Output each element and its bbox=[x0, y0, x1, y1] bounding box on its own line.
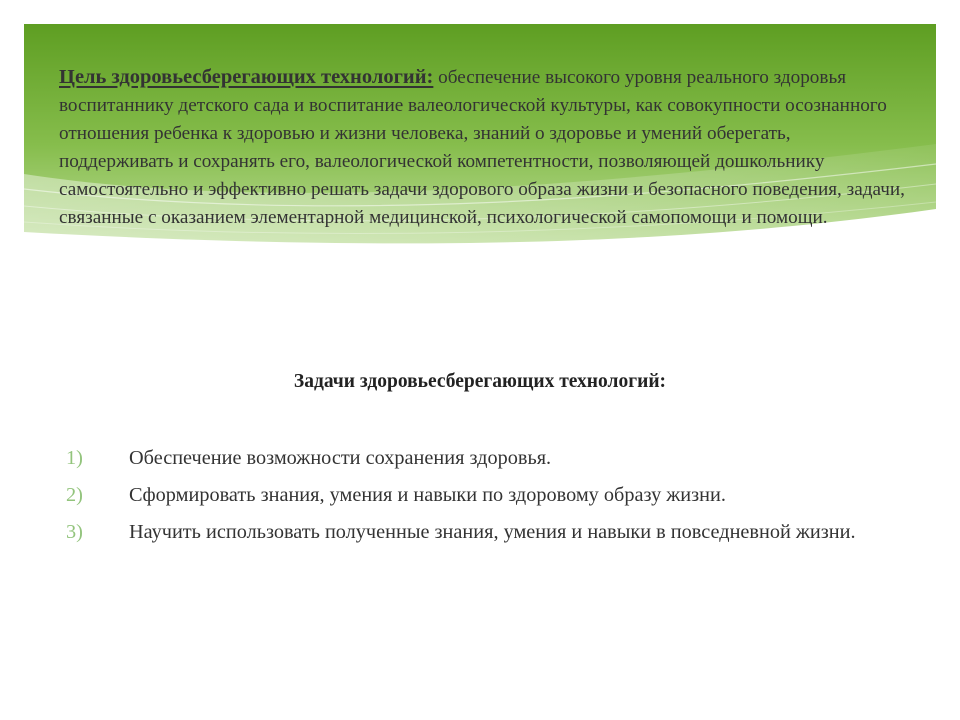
list-item bbox=[66, 441, 866, 475]
list-item-text: Сформировать знания, умения и навыки по здоровому образу жизни. bbox=[129, 484, 726, 506]
tasks-title: Задачи здоровьесберегающих технологий: bbox=[293, 371, 667, 392]
list-item-text: Научить использовать полученные знания, умения и навыки в повседневной жизни. bbox=[129, 521, 856, 543]
tasks-list bbox=[66, 441, 866, 552]
goal-title: Цель здоровьесберегающих технологий: bbox=[59, 66, 434, 88]
list-item bbox=[66, 478, 866, 512]
list-item-number: 1) bbox=[66, 447, 83, 469]
goal-text: обеспечение высокого уровня реального здоровья воспитаннику детского сада и воспитание валеологической культуры, как совокупности осознанного отношения ребенка к здоровью и жизни человека, знаний о здоровье и умений оберегать, поддерживать и сохранять его, валеологической компетентности, позволяющей дошкольнику самостоятельно и эффективно решать задачи здорового образа жизни и безопасного поведения, задачи, связанные с оказанием элементарной медицинской, психологической самопомощи и помощи. bbox=[59, 67, 905, 228]
list-item-text: Обеспечение возможности сохранения здоровья. bbox=[129, 447, 552, 469]
list-item-number: 3) bbox=[66, 521, 83, 543]
list-item bbox=[66, 515, 866, 549]
list-item-number: 2) bbox=[66, 484, 83, 506]
goal-paragraph bbox=[59, 63, 909, 232]
